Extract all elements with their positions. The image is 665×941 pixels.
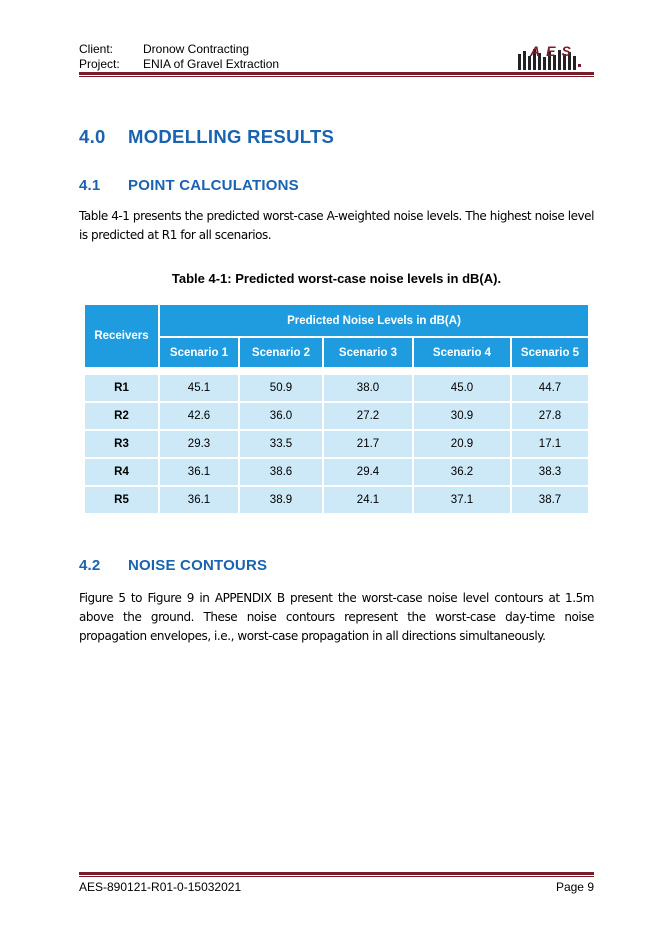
client-value: Dronow Contracting: [143, 42, 250, 56]
page-number: Page 9: [555, 880, 594, 894]
value-cell: 36.2: [413, 458, 511, 486]
value-cell: 42.6: [159, 402, 239, 430]
table-row: [84, 374, 589, 402]
receiver-cell: R2: [84, 402, 159, 430]
client-row: [79, 42, 249, 56]
value-cell: 17.1: [511, 430, 589, 458]
client-label: Client:: [79, 42, 114, 56]
subsection-number: 4.1: [79, 177, 101, 194]
value-cell: 29.4: [323, 458, 413, 486]
table-caption: Table 4-1: Predicted worst-case noise levels in dB(A).: [171, 271, 502, 286]
point-calculations-paragraph: Table 4-1 presents the predicted worst-case A-weighted noise levels. The highest noise level is predicted at R1 for all scenarios.: [79, 209, 594, 242]
project-value: ENIA of Gravel Extraction: [143, 57, 280, 71]
document-reference: AES-890121-R01-0-15032021: [79, 880, 242, 894]
scenario-header: Scenario 5: [511, 337, 589, 368]
subsection-number: 4.2: [79, 557, 101, 574]
value-cell: 20.9: [413, 430, 511, 458]
receivers-header: Receivers: [84, 304, 159, 368]
svg-text:AES: AES: [530, 43, 577, 59]
value-cell: 36.0: [239, 402, 323, 430]
value-cell: 24.1: [323, 486, 413, 514]
value-cell: 38.7: [511, 486, 589, 514]
value-cell: 29.3: [159, 430, 239, 458]
value-cell: 50.9: [239, 374, 323, 402]
value-cell: 21.7: [323, 430, 413, 458]
scenario-header: Scenario 3: [323, 337, 413, 368]
subsection-title: POINT CALCULATIONS: [128, 177, 299, 194]
scenario-header: Scenario 4: [413, 337, 511, 368]
project-label: Project:: [79, 57, 120, 71]
value-cell: 38.0: [323, 374, 413, 402]
noise-contours-paragraph: Figure 5 to Figure 9 in APPENDIX B present the worst-case noise level contours at 1.5m above the ground. These noise contours represent the worst-case day-time noise propagation envelopes, i.e., worst-case propagation in all directions simultaneously.: [79, 591, 594, 643]
table-row: [84, 430, 589, 458]
table-row: [84, 402, 589, 430]
header-rule-thin: [79, 76, 594, 77]
section-title: MODELLING RESULTS: [128, 126, 335, 147]
value-cell: 38.6: [239, 458, 323, 486]
subsection-heading-noise-contours: [79, 557, 267, 574]
value-cell: 38.9: [239, 486, 323, 514]
section-number: 4.0: [79, 126, 106, 147]
receiver-cell: R1: [84, 374, 159, 402]
value-cell: 38.3: [511, 458, 589, 486]
value-cell: 36.1: [159, 486, 239, 514]
footer-rule: [79, 872, 594, 875]
table-row: [84, 458, 589, 486]
footer-rule-thin: [79, 876, 594, 877]
value-cell: 44.7: [511, 374, 589, 402]
subsection-heading-point-calculations: [79, 177, 299, 194]
subsection-title: NOISE CONTOURS: [128, 557, 268, 574]
receiver-cell: R5: [84, 486, 159, 514]
value-cell: 27.2: [323, 402, 413, 430]
value-cell: 30.9: [413, 402, 511, 430]
scenario-header: Scenario 1: [159, 337, 239, 368]
value-cell: 33.5: [239, 430, 323, 458]
project-row: [79, 57, 279, 71]
value-cell: 36.1: [159, 458, 239, 486]
page-header: [79, 42, 594, 76]
value-cell: 45.1: [159, 374, 239, 402]
value-cell: 27.8: [511, 402, 589, 430]
value-cell: 45.0: [413, 374, 511, 402]
scenario-header: Scenario 2: [239, 337, 323, 368]
predicted-levels-header: Predicted Noise Levels in dB(A): [159, 304, 589, 337]
aes-logo: [516, 42, 594, 72]
value-cell: 37.1: [413, 486, 511, 514]
table-row: [84, 486, 589, 514]
receiver-cell: R4: [84, 458, 159, 486]
noise-levels-table: [83, 303, 590, 515]
header-rule: [79, 72, 594, 75]
receiver-cell: R3: [84, 430, 159, 458]
section-heading: [79, 126, 334, 148]
